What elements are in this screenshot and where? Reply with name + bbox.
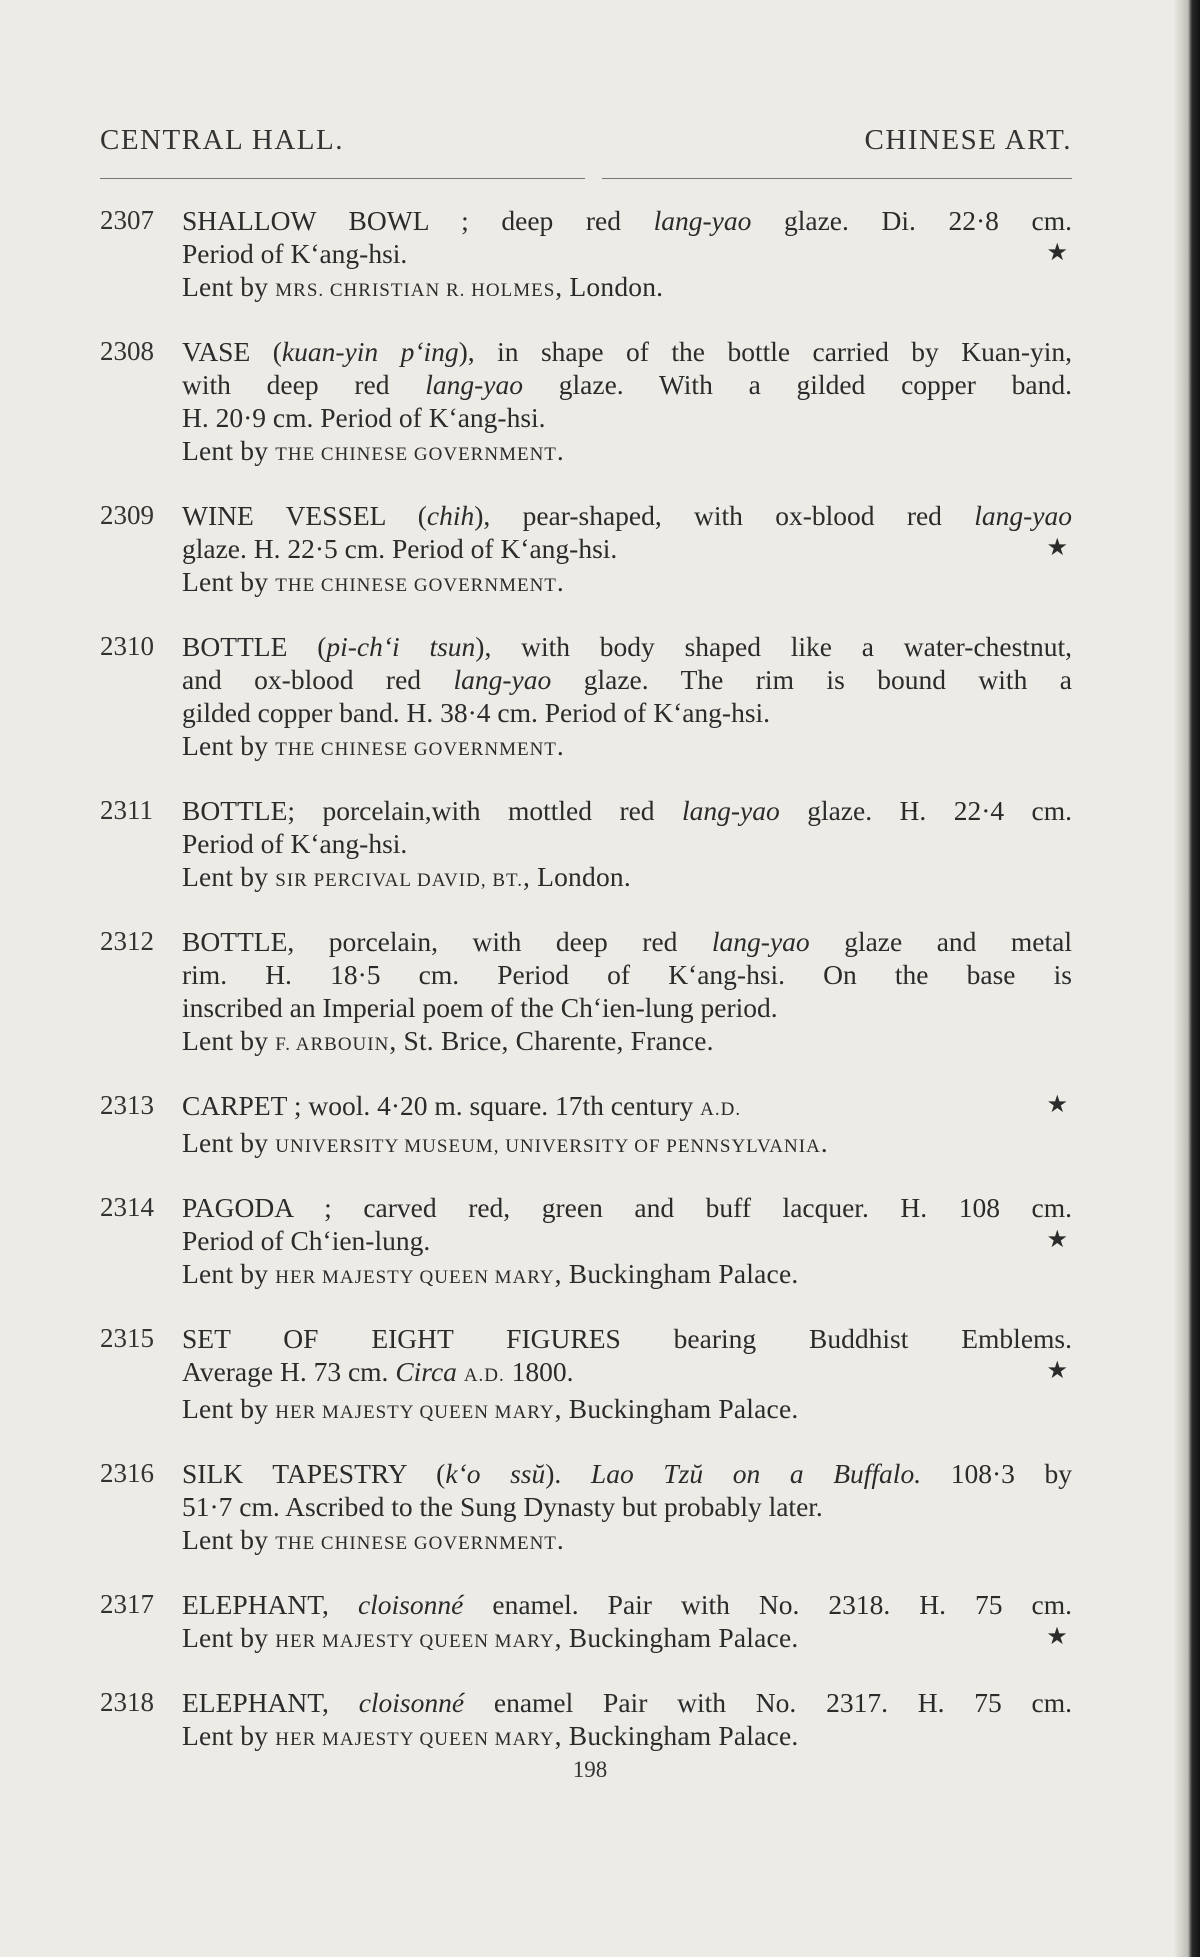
header-rule-left [100, 178, 585, 179]
entry-line-3: gilded copper band. H. 38·4 cm. Period of K‘ang-hsi. [182, 697, 771, 728]
entry-2307 [100, 204, 1072, 307]
star-icon: ★ [1046, 1624, 1068, 1650]
entry-number: 2313 [100, 1090, 154, 1120]
entry-2317 [100, 1588, 1072, 1658]
star-icon: ★ [1046, 535, 1068, 561]
lender-name: THE CHINESE GOVERNMENT [275, 739, 557, 760]
entry-line-1: CARPET ; wool. 4·20 m. square. 17th century A.D. ★ [182, 1090, 1068, 1121]
entry-number: 2309 [100, 500, 154, 530]
lender-name: HER MAJESTY QUEEN MARY [275, 1267, 555, 1288]
entry-2312 [100, 925, 1072, 1061]
lender-name: THE CHINESE GOVERNMENT [275, 1533, 557, 1554]
entry-line-2: Period of K‘ang-hsi. [182, 828, 408, 859]
entry-line-1: ELEPHANT, cloisonné enamel. Pair with No. 2318. H. 75 cm. [182, 1589, 1073, 1620]
lender-line: Lent by HER MAJESTY QUEEN MARY, Buckingham Palace. ★ [182, 1622, 1068, 1653]
star-icon: ★ [1046, 1092, 1068, 1118]
header-subject: CHINESE ART. [864, 124, 1072, 156]
entry-line-1: SHALLOW BOWL ; deep red lang-yao glaze. Di. 22·8 cm. [182, 205, 1072, 236]
entry-number: 2316 [100, 1458, 154, 1488]
lender-line: Lent by F. ARBOUIN, St. Brice, Charente, France. [182, 1025, 714, 1056]
lender-line: Lent by THE CHINESE GOVERNMENT. [182, 566, 564, 597]
entry-2316 [100, 1457, 1072, 1560]
entry-number: 2314 [100, 1192, 154, 1222]
entry-line-2: with deep red lang-yao glaze. With a gilded copper band. [182, 369, 1072, 400]
lender-name: UNIVERSITY MUSEUM, UNIVERSITY OF PENNSYLVANIA [275, 1136, 821, 1157]
lender-line: Lent by THE CHINESE GOVERNMENT. [182, 1524, 564, 1555]
entry-line-2: glaze. H. 22·5 cm. Period of K‘ang-hsi. ★ [182, 533, 1068, 564]
lender-name: F. ARBOUIN [275, 1034, 390, 1055]
lender-name: HER MAJESTY QUEEN MARY [275, 1631, 555, 1652]
entry-line-1: VASE (kuan-yin p‘ing), in shape of the bottle carried by Kuan-yin, [182, 336, 1072, 367]
lender-line: Lent by HER MAJESTY QUEEN MARY, Buckingham Palace. [182, 1393, 799, 1424]
lender-line: Lent by HER MAJESTY QUEEN MARY, Buckingham Palace. [182, 1720, 799, 1751]
entry-line-2: Period of Ch‘ien-lung. ★ [182, 1225, 1068, 1256]
entry-number: 2312 [100, 926, 154, 956]
entry-line-1: SET OF EIGHT FIGURES bearing Buddhist Emblems. [182, 1323, 1072, 1354]
entry-2315 [100, 1322, 1072, 1429]
lender-name: THE CHINESE GOVERNMENT [275, 444, 557, 465]
entry-number: 2315 [100, 1323, 154, 1353]
entry-2318 [100, 1686, 1072, 1756]
star-icon: ★ [1046, 1227, 1068, 1253]
entry-number: 2311 [100, 795, 153, 825]
entry-line-1: WINE VESSEL (chih), pear-shaped, with ox-blood red lang-yao [182, 500, 1072, 531]
entry-line-1: ELEPHANT, cloisonné enamel Pair with No. 2317. H. 75 cm. [182, 1687, 1072, 1718]
lender-line: Lent by THE CHINESE GOVERNMENT. [182, 435, 564, 466]
lender-name: THE CHINESE GOVERNMENT [275, 575, 557, 596]
header-rule-right [602, 178, 1072, 179]
lender-line: Lent by HER MAJESTY QUEEN MARY, Buckingham Palace. [182, 1258, 799, 1289]
lender-line: Lent by SIR PERCIVAL DAVID, BT., London. [182, 861, 631, 892]
entry-2313 [100, 1089, 1072, 1163]
entry-number: 2307 [100, 205, 154, 235]
lender-line: Lent by MRS. CHRISTIAN R. HOLMES, London. [182, 271, 664, 302]
lender-line: Lent by UNIVERSITY MUSEUM, UNIVERSITY OF PENNSYLVANIA. [182, 1127, 828, 1158]
entry-line-2: 51·7 cm. Ascribed to the Sung Dynasty but probably later. [182, 1491, 823, 1522]
lender-name: SIR PERCIVAL DAVID, BT. [275, 870, 523, 891]
entry-2309 [100, 499, 1072, 602]
star-icon: ★ [1046, 1358, 1068, 1384]
entry-number: 2310 [100, 631, 154, 661]
entry-line-2: Period of K‘ang-hsi. ★ [182, 238, 1068, 269]
lender-name: HER MAJESTY QUEEN MARY [275, 1402, 555, 1423]
entry-2308 [100, 335, 1072, 471]
entry-line-1: BOTTLE (pi-ch‘i tsun), with body shaped like a water-chestnut, [182, 631, 1072, 662]
star-icon: ★ [1046, 240, 1068, 266]
lender-line: Lent by THE CHINESE GOVERNMENT. [182, 730, 564, 761]
entry-number: 2318 [100, 1687, 154, 1717]
entry-line-3: H. 20·9 cm. Period of K‘ang-hsi. [182, 402, 546, 433]
entry-line-3: inscribed an Imperial poem of the Ch‘ien-lung period. [182, 992, 778, 1023]
entry-number: 2317 [100, 1589, 154, 1619]
entry-number: 2308 [100, 336, 154, 366]
lender-name: HER MAJESTY QUEEN MARY [275, 1729, 555, 1750]
entry-line-1: SILK TAPESTRY (k‘o ssŭ). Lao Tzŭ on a Buffalo. 108·3 by [182, 1458, 1072, 1489]
catalogue-entries [100, 204, 1072, 1784]
entry-line-2: and ox-blood red lang-yao glaze. The rim is bound with a [182, 664, 1072, 695]
entry-2310 [100, 630, 1072, 766]
entry-2314 [100, 1191, 1072, 1294]
entry-line-1: BOTTLE, porcelain, with deep red lang-yao glaze and metal [182, 926, 1073, 957]
entry-line-1: BOTTLE; porcelain,with mottled red lang-yao glaze. H. 22·4 cm. [182, 795, 1073, 826]
book-edge [1180, 0, 1200, 1957]
header-section: CENTRAL HALL. [100, 124, 344, 156]
lender-name: MRS. CHRISTIAN R. HOLMES [275, 280, 556, 301]
entry-line-2: Average H. 73 cm. Circa A.D. 1800. ★ [182, 1356, 1068, 1387]
entry-line-2: rim. H. 18·5 cm. Period of K‘ang-hsi. On the base is [182, 959, 1072, 990]
entry-line-1: PAGODA ; carved red, green and buff lacquer. H. 108 cm. [182, 1192, 1072, 1223]
page-number: 198 [572, 1757, 608, 1782]
entry-2311 [100, 794, 1072, 897]
